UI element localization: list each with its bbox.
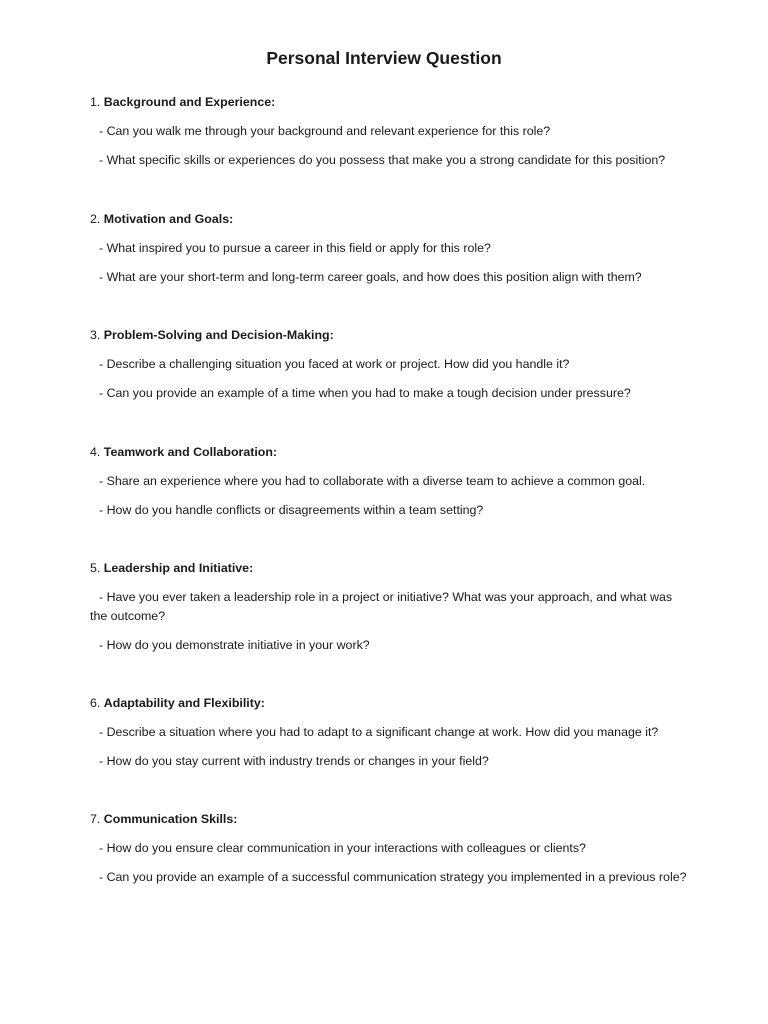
- question-item: - Can you provide an example of a time when you had to make a tough decision under pressure?: [99, 386, 631, 400]
- section-heading-label: Teamwork and Collaboration:: [103, 445, 278, 459]
- section-heading-label: Leadership and Initiative:: [103, 561, 254, 575]
- question-item: - How do you ensure clear communication in your interactions with colleagues or clients?: [99, 841, 586, 855]
- section-heading-label: Background and Experience:: [103, 95, 276, 109]
- section-heading: [90, 559, 690, 577]
- section-number: 6.: [90, 696, 101, 710]
- section-communication-skills: [90, 810, 690, 897]
- section-number: 3.: [90, 328, 101, 342]
- section-heading: [90, 694, 690, 712]
- question-item: - Describe a challenging situation you faced at work or project. How did you handle it?: [99, 357, 570, 371]
- section-heading-label: Adaptability and Flexibility:: [103, 696, 265, 710]
- section-leadership-initiative: [90, 559, 690, 665]
- question-item: - Describe a situation where you had to adapt to a significant change at work. How did you manage it?: [99, 725, 659, 739]
- section-number: 2.: [90, 212, 101, 226]
- section-heading: [90, 810, 690, 828]
- section-heading: [90, 443, 690, 461]
- question-item: - How do you stay current with industry trends or changes in your field?: [99, 754, 489, 768]
- section-adaptability-flexibility: [90, 694, 690, 781]
- question-item: - How do you handle conflicts or disagreements within a team setting?: [99, 503, 484, 517]
- document-title: Personal Interview Question: [266, 48, 502, 68]
- section-heading: [90, 93, 690, 111]
- section-number: 5.: [90, 561, 101, 575]
- question-item: - What inspired you to pursue a career in this field or apply for this role?: [99, 241, 491, 255]
- section-problem-solving: [90, 326, 690, 413]
- section-number: 7.: [90, 812, 101, 826]
- question-item: - What are your short-term and long-term career goals, and how does this position align with them?: [99, 270, 642, 284]
- section-heading-label: Communication Skills:: [103, 812, 238, 826]
- section-heading-label: Motivation and Goals:: [103, 212, 234, 226]
- section-number: 1.: [90, 95, 101, 109]
- section-number: 4.: [90, 445, 101, 459]
- section-heading: [90, 326, 690, 344]
- section-teamwork-collaboration: [90, 443, 690, 530]
- section-heading: [90, 210, 690, 228]
- question-item: - Can you provide an example of a successful communication strategy you implemented in a previous role?: [99, 870, 687, 884]
- section-background-experience: [90, 93, 690, 180]
- question-item: - Share an experience where you had to collaborate with a diverse team to achieve a common goal.: [99, 474, 646, 488]
- section-motivation-goals: [90, 210, 690, 297]
- section-heading-label: Problem-Solving and Decision-Making:: [103, 328, 334, 342]
- question-item: - Can you walk me through your background and relevant experience for this role?: [99, 124, 551, 138]
- question-item: - How do you demonstrate initiative in your work?: [99, 638, 370, 652]
- question-item: - What specific skills or experiences do you possess that make you a strong candidate for this position?: [99, 153, 666, 167]
- question-item: - Have you ever taken a leadership role in a project or initiative? What was your approach, and what was the outcome?: [90, 590, 673, 623]
